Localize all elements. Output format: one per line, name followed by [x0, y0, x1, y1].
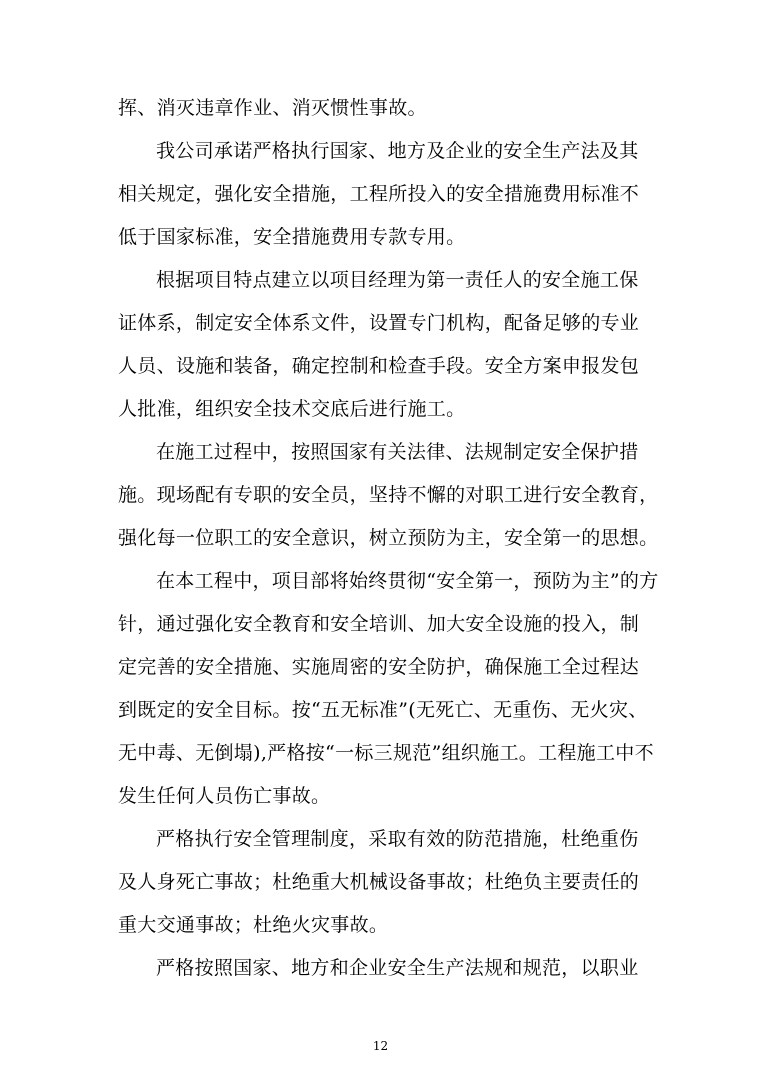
paragraph-first-line: 我公司承诺严格执行国家、地方及企业的安全生产法及其	[156, 140, 639, 162]
text-line: 人批准，组织安全技术交底后进行施工。	[118, 398, 466, 420]
paragraph-first-line: 严格按照国家、地方和企业安全生产法规和规范，以职业	[156, 957, 639, 979]
paragraph-first-line: 在本工程中，项目部将始终贯彻“安全第一，预防为主”的方	[156, 570, 659, 592]
paragraph-first-line: 严格执行安全管理制度，采取有效的防范措施，杜绝重伤	[156, 828, 639, 850]
text-line: 及人身死亡事故；杜绝重大机械设备事故；杜绝负主要责任的	[118, 871, 640, 893]
page-number: 12	[372, 1039, 389, 1053]
text-line: 针，通过强化安全教育和安全培训、加大安全设施的投入，制	[118, 613, 640, 635]
paragraph-first-line: 根据项目特点建立以项目经理为第一责任人的安全施工保	[156, 269, 639, 291]
paragraph-first-line: 在施工过程中，按照国家有关法律、法规制定安全保护措	[156, 441, 639, 463]
text-line: 发生任何人员伤亡事故。	[118, 785, 331, 807]
text-line: 定完善的安全措施、实施周密的安全防护，确保施工全过程达	[118, 656, 640, 678]
text-line: 人员、设施和装备，确定控制和检查手段。安全方案申报发包	[118, 355, 640, 377]
text-line: 挥、消灭违章作业、消灭惯性事故。	[118, 97, 427, 119]
text-line: 证体系，制定安全体系文件，设置专门机构，配备足够的专业	[118, 312, 640, 334]
text-line: 施。现场配有专职的安全员，坚持不懈的对职工进行安全教育，	[118, 484, 659, 506]
text-line: 无中毒、无倒塌),严格按“一标三规范”组织施工。工程施工中不	[118, 742, 654, 764]
text-line: 相关规定，强化安全措施，工程所投入的安全措施费用标准不	[118, 183, 640, 205]
text-line: 强化每一位职工的安全意识，树立预防为主，安全第一的思想。	[118, 527, 659, 549]
text-line: 重大交通事故；杜绝火灾事故。	[118, 914, 389, 936]
text-line: 到既定的安全目标。按“五无标准”(无死亡、无重伤、无火灾、	[118, 699, 648, 721]
text-line: 低于国家标准，安全措施费用专款专用。	[118, 226, 466, 248]
